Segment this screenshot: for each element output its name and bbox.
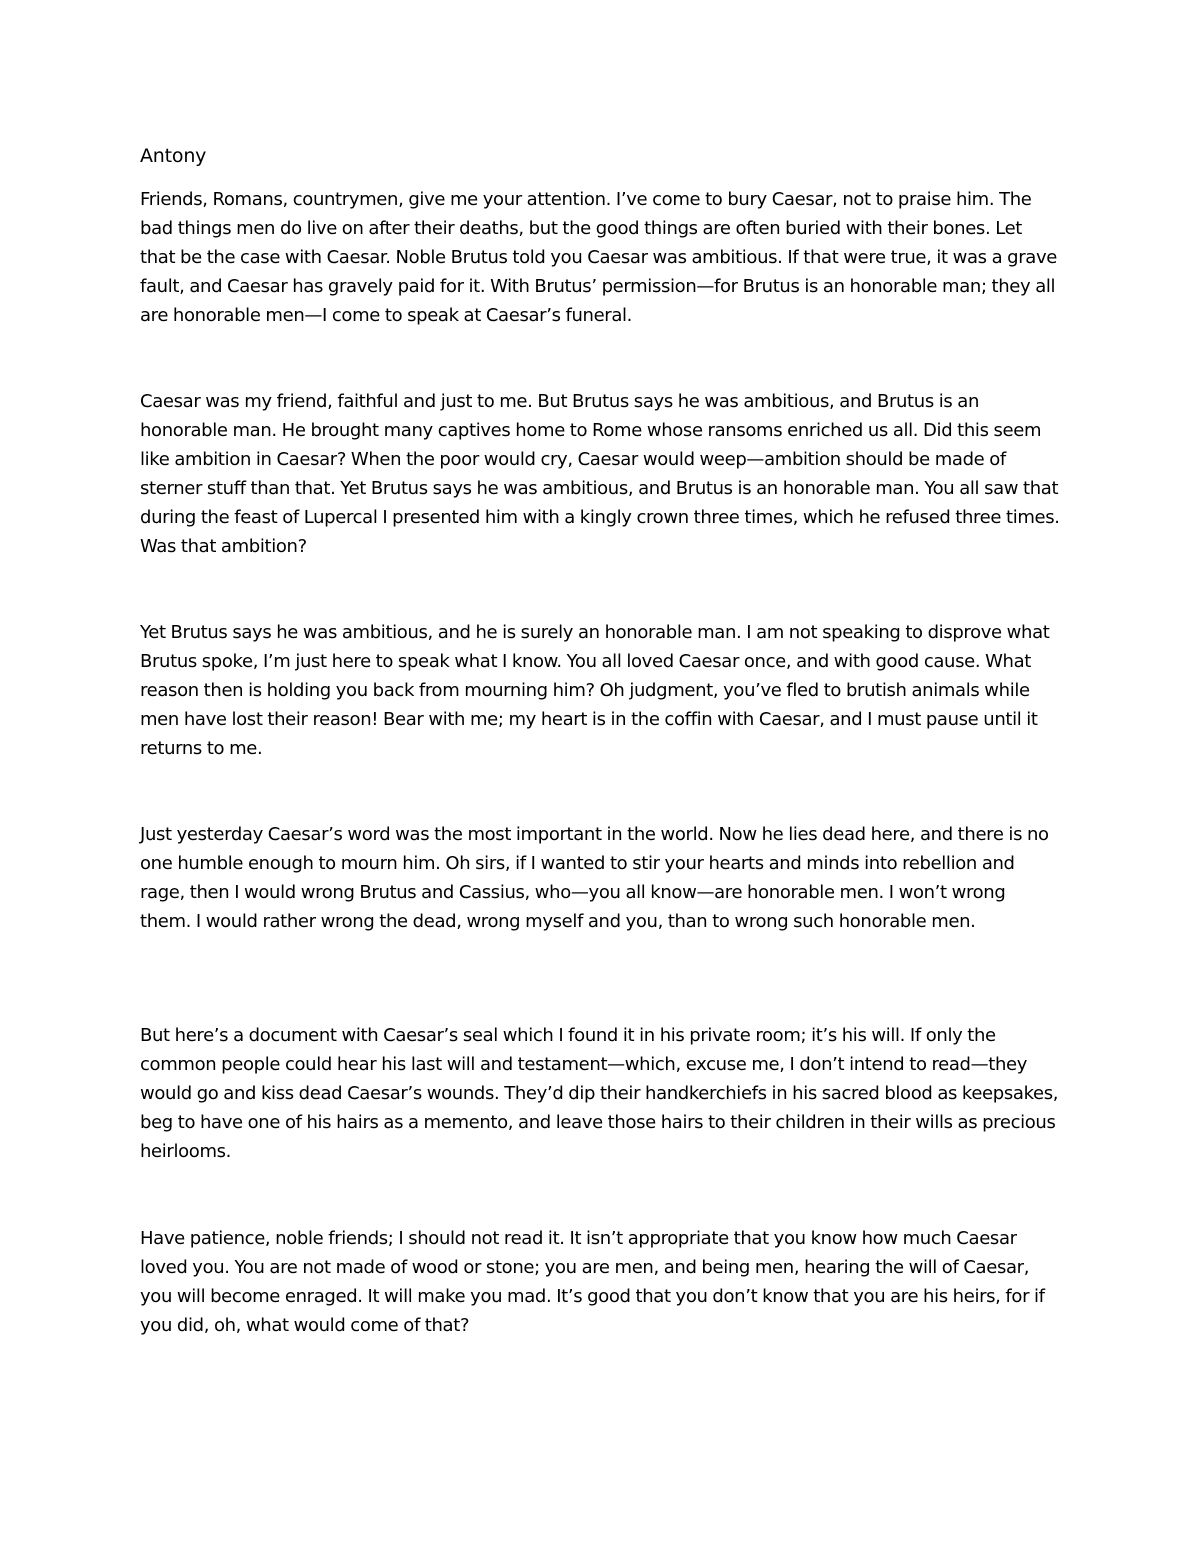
speech-paragraph-4: Just yesterday Caesar’s word was the most important in the world. Now he lies dead here, and there is no one humble enough to mourn him. Oh sirs, if I wanted to stir your hearts and minds into rebellion and rage, then I would wrong Brutus and Cassius, who—you all know—are honorable men. I won’t wrong them. I would rather wrong the dead, wrong myself and you, than to wrong such honorable men. <box>140 824 1049 932</box>
speech-paragraph-1: Friends, Romans, countrymen, give me your attention. I’ve come to bury Caesar, not to praise him. The bad things men do live on after their deaths, but the good things are often buried with their bones. Let that be the case with Caesar. Noble Brutus told you Caesar was ambitious. If that were true, it was a grave fault, and Caesar has gravely paid for it. With Brutus’ permission—for Brutus is an honorable man; they all are honorable men—I come to speak at Caesar’s funeral. <box>140 189 1057 326</box>
speech-paragraph-2: Caesar was my friend, faithful and just to me. But Brutus says he was ambitious, and Brutus is an honorable man. He brought many captives home to Rome whose ransoms enriched us all. Did this seem like ambition in Caesar? When the poor would cry, Caesar would weep—ambition should be made of sterner stuff than that. Yet Brutus says he was ambitious, and Brutus is an honorable man. You all saw that during the feast of Lupercal I presented him with a kingly crown three times, which he refused three times. Was that ambition? <box>140 391 1060 557</box>
speaker-name: Antony <box>140 145 207 167</box>
speech-paragraph-3: Yet Brutus says he was ambitious, and he is surely an honorable man. I am not speaking to disprove what Brutus spoke, I’m just here to speak what I know. You all loved Caesar once, and with good cause. What reason then is holding you back from mourning him? Oh judgment, you’ve fled to brutish animals while men have lost their reason! Bear with me; my heart is in the coffin with Caesar, and I must pause until it returns to me. <box>140 622 1050 759</box>
speech-paragraph-6: Have patience, noble friends; I should not read it. It isn’t appropriate that you know how much Caesar loved you. You are not made of wood or stone; you are men, and being men, hearing the will of Caesar, you will become enraged. It will make you mad. It’s good that you don’t know that you are his heirs, for if you did, oh, what would come of that? <box>140 1228 1045 1336</box>
speech-paragraph-5: But here’s a document with Caesar’s seal which I found it in his private room; it’s his will. If only the common people could hear his last will and testament—which, excuse me, I don’t intend to read—they would go and kiss dead Caesar’s wounds. They’d dip their handkerchiefs in his sacred blood as keepsakes, beg to have one of his hairs as a memento, and leave those hairs to their children in their wills as precious heirlooms. <box>140 1025 1059 1162</box>
